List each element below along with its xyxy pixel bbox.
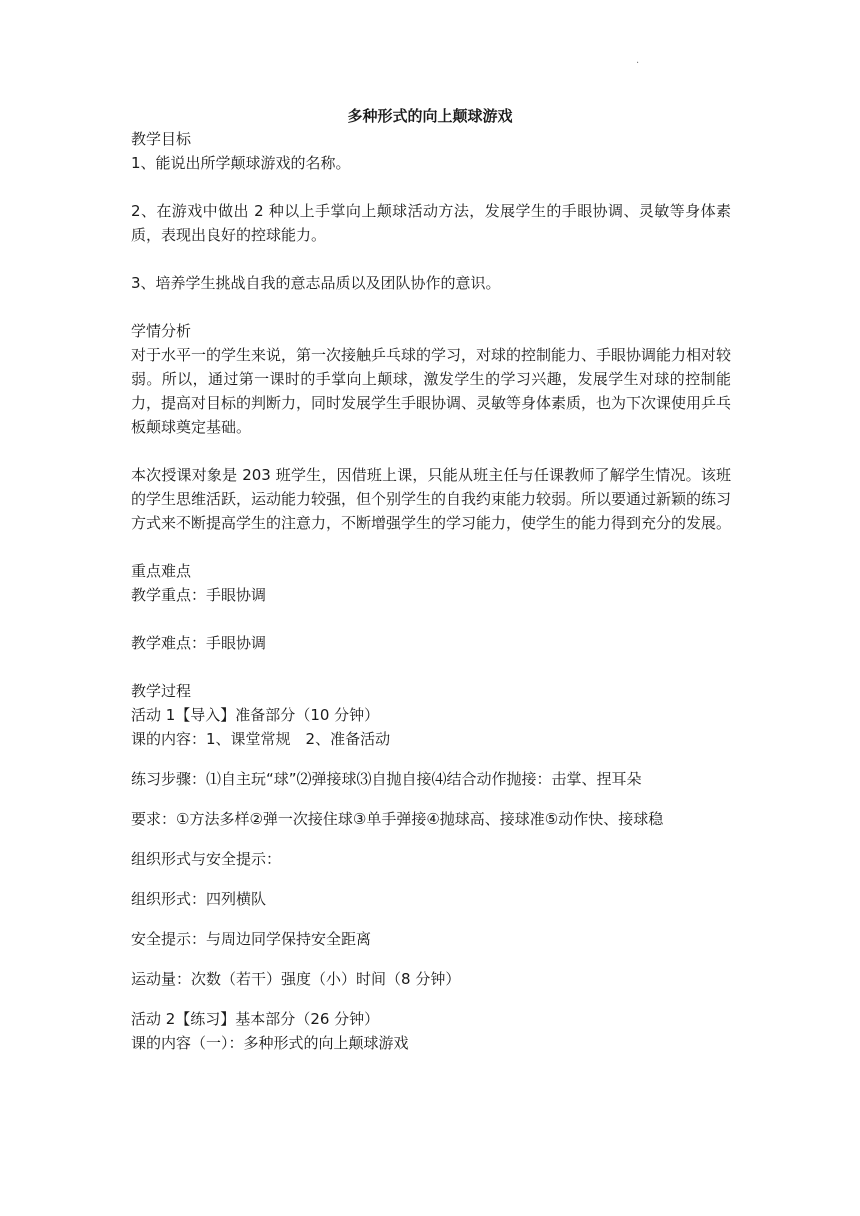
safety-tip: 安全提示：与周边同学保持安全距离 xyxy=(131,930,372,948)
spacer xyxy=(131,439,731,463)
spacer xyxy=(131,535,731,559)
process-heading: 教学过程 xyxy=(131,682,192,700)
objective-item: 1、能说出所学颠球游戏的名称。 xyxy=(131,154,351,172)
activity1-content: 课的内容：1、课堂常规 2、准备活动 xyxy=(131,730,391,748)
requirements: 要求：①方法多样②弹一次接住球③单手弹接④抛球高、接球准⑤动作快、接球稳 xyxy=(131,810,664,828)
spacer xyxy=(131,751,731,767)
objective-item: 3、培养学生挑战自我的意志品质以及团队协作的意识。 xyxy=(131,274,501,292)
objective-item: 2、在游戏中做出 2 种以上手掌向上颠球活动方法，发展学生的手眼协调、灵敏等身体素质，表现出良好的控球能力。 xyxy=(131,202,731,244)
spacer xyxy=(131,951,731,967)
spacer xyxy=(131,607,731,631)
analysis-paragraph: 对于水平一的学生来说，第一次接触乒乓球的学习，对球的控制能力、手眼协调能力相对较弱。所以，通过第一课时的手掌向上颠球，激发学生的学习兴趣，发展学生对球的控制能力，提高对目标的判断力，同时发展学生手眼协调、灵敏等身体素质，也为下次课使用乒乓板颠球奠定基础。 xyxy=(131,346,732,436)
document-body xyxy=(131,127,731,1055)
activity1-title: 活动 1【导入】准备部分（10 分钟） xyxy=(131,706,380,724)
spacer xyxy=(131,831,731,847)
spacer xyxy=(131,791,731,807)
practice-steps: 练习步骤：⑴自主玩“球”⑵弹接球⑶自抛自接⑷结合动作抛接：击掌、捏耳朵 xyxy=(131,770,642,788)
activity2-content: 课的内容（一）：多种形式的向上颠球游戏 xyxy=(131,1034,409,1052)
organization-heading: 组织形式与安全提示： xyxy=(131,850,282,868)
spacer xyxy=(131,295,731,319)
exercise-load: 运动量：次数（若干）强度（小）时间（8 分钟） xyxy=(131,970,461,988)
analysis-paragraph: 本次授课对象是 203 班学生，因借班上课，只能从班主任与任课教师了解学生情况。该班的学生思维活跃，运动能力较强，但个别学生的自我约束能力较弱。所以要通过新颖的练习方式来不断提高学生的注意力，不断增强学生的学习能力，使学生的能力得到充分的发展。 xyxy=(131,466,732,532)
spacer xyxy=(131,247,731,271)
objectives-heading: 教学目标 xyxy=(131,130,192,148)
spacer xyxy=(131,911,731,927)
spacer xyxy=(131,655,731,679)
organization-form: 组织形式：四列横队 xyxy=(131,890,267,908)
analysis-heading: 学情分析 xyxy=(131,322,192,340)
spacer xyxy=(131,175,731,199)
document-title: 多种形式的向上颠球游戏 xyxy=(347,107,513,125)
spacer xyxy=(131,991,731,1007)
teaching-difficulty: 教学难点：手眼协调 xyxy=(131,634,267,652)
activity2-title: 活动 2【练习】基本部分（26 分钟） xyxy=(131,1010,380,1028)
header-mark: . xyxy=(636,55,640,66)
teaching-focus: 教学重点：手眼协调 xyxy=(131,586,267,604)
spacer xyxy=(131,871,731,887)
key-points-heading: 重点难点 xyxy=(131,562,192,580)
